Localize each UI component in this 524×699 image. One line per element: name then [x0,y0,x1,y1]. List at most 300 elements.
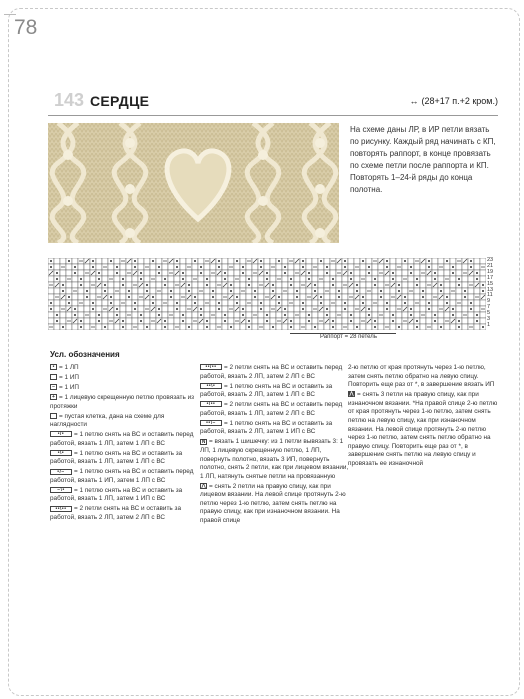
chart-cell [120,312,126,318]
chart-symbol-dot [332,278,334,280]
chart-cell [450,258,456,264]
chart-cell [378,276,384,282]
chart-cell [180,288,186,294]
chart-symbol-dot [164,320,166,322]
chart-cell [228,270,234,276]
chart-cell [330,288,336,294]
chart-symbol-dot [68,260,70,262]
chart-symbol-dot [392,314,394,316]
chart-cell [138,288,144,294]
chart-cell [462,276,468,282]
chart-symbol-dot [260,260,262,262]
chart-symbol-dot [308,320,310,322]
legend-item: – = 1 ИП [50,384,200,393]
chart-symbol-dot [74,272,76,274]
chart-cell [252,282,258,288]
chart-cell [48,276,54,282]
chart-cell [258,312,264,318]
chart-symbol-dot [80,326,82,328]
chart-cell [168,324,174,330]
chart-symbol-dot [428,308,430,310]
chart-cell [468,288,474,294]
chart-symbol-dot [374,278,376,280]
chart-cell [336,264,342,270]
chart-cell [336,318,342,324]
chart-cell [198,294,204,300]
chart-cell [120,288,126,294]
chart-symbol-dot [476,272,478,274]
chart-cell [360,312,366,318]
chart-cell [174,294,180,300]
chart-cell [300,312,306,318]
chart-symbol-dot [284,308,286,310]
row-number: 1 [487,321,491,328]
chart-symbol-dot [350,320,352,322]
chart-cell [408,282,414,288]
chart-cell [54,324,60,330]
chart-cell [390,306,396,312]
row-number: 11 [487,292,493,299]
chart-symbol-dot [434,272,436,274]
chart-cell [66,312,72,318]
chart-symbol-dot [62,290,64,292]
chart-cell [102,276,108,282]
chart-cell [258,318,264,324]
chart-cell [78,288,84,294]
chart-symbol-dot [350,314,352,316]
chart-cell [372,270,378,276]
chart-cell [126,324,132,330]
chart-symbol-dot [320,296,322,298]
chart-cell [180,300,186,306]
chart-cell [120,264,126,270]
chart-cell [132,276,138,282]
chart-symbol-dot [200,266,202,268]
legend-item: 2-ю петлю от края протянуть через 1-ю петлю, затем снять петлю обратно на левую спицу. Повторить еще раз от *, в завершение вязать ИП [348,364,495,389]
chart-cell [300,318,306,324]
chart-cell [102,318,108,324]
chart-cell [114,276,120,282]
chart-symbol-dot [146,326,148,328]
chart-cell [378,324,384,330]
chart-cell [162,294,168,300]
chart-symbol-dot [476,320,478,322]
chart-cell [372,306,378,312]
legend-item: N = вязать 1 шишечку: из 1 петли вывязать 3: 1 ЛП, 1 лицевую скрещенную петлю, 1 ЛП, повернуть полотно, вязать 3 ИП, повернуть полотно, снять 2 петли, как при лицевом вязании, 1 ЛП, натянуть снятые петли на провязанную [200,438,349,480]
chart-cell [420,282,426,288]
chart-cell [78,264,84,270]
chart-symbol-dot [74,314,76,316]
chart-symbol-dot [194,260,196,262]
chart-cell [258,288,264,294]
chart-cell [402,288,408,294]
chart-symbol-dot [242,272,244,274]
chart-symbol-dot [368,314,370,316]
chart-cell [438,270,444,276]
chart-symbol-dot [314,290,316,292]
chart-symbol-dot [110,260,112,262]
chart-cell [210,264,216,270]
chart-cell [402,264,408,270]
chart-cell [84,276,90,282]
chart-cell [186,318,192,324]
row-number: 9 [487,298,491,305]
knitting-photo-illustration [48,123,339,243]
chart-symbol-dot [398,284,400,286]
chart-symbol-dot [362,302,364,304]
chart-symbol-dot [386,308,388,310]
chart-cell [198,276,204,282]
chart-cell [270,276,276,282]
chart-cell [330,270,336,276]
chart-symbol-dot [422,296,424,298]
chart-symbol-dot [248,326,250,328]
chart-cell [408,258,414,264]
chart-row-numbers [487,258,505,329]
chart-symbol-dot [434,314,436,316]
chart-symbol-dot [140,320,142,322]
chart-cell [480,276,486,282]
header-rule [48,115,498,116]
chart-symbol-dot [356,326,358,328]
chart-symbol-dot [152,260,154,262]
chart-symbol-dot [308,272,310,274]
legend-item: •/•• = 2 петли снять на ВС и оставить перед работой, вязать 1 ЛП, затем 2 ЛП с ВС [200,401,343,417]
chart-cell [228,300,234,306]
chart-symbol-dot [248,284,250,286]
chart-cell [348,258,354,264]
chart-cell [96,324,102,330]
chart-cell [300,294,306,300]
chart-cell [294,276,300,282]
chart-cell [408,276,414,282]
chart-cell [348,300,354,306]
chart-cell [396,258,402,264]
pattern-repeat [409,96,498,106]
chart-symbol-dot [200,314,202,316]
chart-cell [318,264,324,270]
chart-cell [480,318,486,324]
chart-symbol-dot [362,260,364,262]
chart-cell [330,306,336,312]
chart-symbol-dot [98,320,100,322]
chart-symbol-dot [302,302,304,304]
chart-symbol-dot [164,284,166,286]
chart-cell [390,288,396,294]
chart-cell [54,258,60,264]
chart-symbol-dot [476,278,478,280]
legend-item: •\• = 1 петлю снять на ВС и оставить за работой, вязать 1 ЛП, затем 1 ЛП с ВС [50,449,183,466]
chart-cell [168,276,174,282]
chart-cell [444,270,450,276]
chart-symbol-dot [188,284,190,286]
chart-symbol-dot [182,278,184,280]
chart-cell [126,282,132,288]
chart-cell [480,300,486,306]
chart-symbol-dot [308,278,310,280]
chart-cell [480,258,486,264]
chart-cell [336,282,342,288]
chart-cell [138,258,144,264]
chart-cell [336,276,342,282]
chart-symbol-dot [410,314,412,316]
chart-cell [198,300,204,306]
chart-cell [288,312,294,318]
chart-cell [330,264,336,270]
chart-symbol-dot [80,278,82,280]
chart-cell [342,294,348,300]
chart-cell [228,318,234,324]
chart-cell [420,306,426,312]
chart-symbol-dot [212,290,214,292]
chart-cell [84,282,90,288]
chart-cell [60,312,66,318]
chart-symbol-dot [320,260,322,262]
chart-cell [318,270,324,276]
chart-symbol-dot [200,272,202,274]
chart-cell [228,312,234,318]
page-edge-tick [4,14,16,15]
chart-cell [276,288,282,294]
chart-symbol-dot [176,308,178,310]
chart-cell [222,324,228,330]
chart-symbol-dot [410,308,412,310]
chart-cell [276,270,282,276]
chart-symbol-dot [158,272,160,274]
chart-cell [354,312,360,318]
chart-cell [150,282,156,288]
chart-cell [276,312,282,318]
chart-cell [180,324,186,330]
chart-cell [378,318,384,324]
chart-symbol-dot [386,302,388,304]
chart-cell [114,324,120,330]
chart-cell [108,264,114,270]
chart-symbol-dot [374,326,376,328]
chart-symbol-icon: ⋀ [201,482,206,489]
chart-symbol-dot [212,296,214,298]
row-number: 3 [487,316,491,323]
chart-cell [102,258,108,264]
chart-cell [252,324,258,330]
chart-cell [288,288,294,294]
chart-cell [54,300,60,306]
chart-cell [300,288,306,294]
chart-symbol-dot [218,302,220,304]
chart-cell [480,312,486,318]
chart-cell [396,276,402,282]
chart-cell [60,300,66,306]
chart-cell [378,306,384,312]
chart-cell [462,318,468,324]
chart-cell [282,300,288,306]
chart-cell [288,306,294,312]
chart-cell [48,318,54,324]
chart-symbol-dot [50,260,52,262]
chart-cell [426,288,432,294]
chart-cell [324,258,330,264]
chart-cell [174,276,180,282]
chart-cell [474,288,480,294]
chart-cell [318,282,324,288]
chart-symbol-dot [98,314,100,316]
chart-symbol-dot [458,284,460,286]
chart-symbol-dot [404,302,406,304]
chart-cell [312,270,318,276]
chart-symbol-dot [242,308,244,310]
chart-cell [468,318,474,324]
chart-symbol-dot [260,308,262,310]
chart-symbol-dot [440,290,442,292]
chart-symbol-dot [158,308,160,310]
chart-cell [414,306,420,312]
chart-symbol-dot [92,302,94,304]
chart-cell [426,312,432,318]
chart-symbol-dot [56,278,58,280]
chart-cell [426,318,432,324]
legend-item: + = 1 лицевую скрещенную петлю провязать из протяжки [50,393,195,410]
row-number: 15 [487,280,494,287]
chart-cell [372,288,378,294]
chart-cell [390,258,396,264]
chart-symbol-dot [302,260,304,262]
chart-symbol-dot [296,290,298,292]
chart-cell [384,276,390,282]
chart-cells [48,258,486,330]
chart-symbol-dot [74,266,76,268]
chart-symbol-dot [62,284,64,286]
chart-symbol-dot [482,326,484,328]
chart-cell [354,318,360,324]
chart-symbol-dot [272,284,274,286]
chart-cell [414,270,420,276]
chart-symbol-dot [278,302,280,304]
chart-cell [234,312,240,318]
chart-symbol-dot [320,302,322,304]
chart-cell [222,288,228,294]
chart-cell [312,312,318,318]
chart-symbol-dot [218,308,220,310]
chart-symbol-dot [464,290,466,292]
chart-symbol-dot [344,308,346,310]
chart-cell [474,264,480,270]
chart-cell [378,264,384,270]
chart-cell [438,312,444,318]
chart-cell [72,300,78,306]
chart-symbol-dot [470,302,472,304]
chart-symbol-dot [50,302,52,304]
chart-cell [156,282,162,288]
chart-cell [240,258,246,264]
chart-symbol-dot [482,284,484,286]
chart-symbol-dot [266,320,268,322]
chart-cell [348,306,354,312]
chart-cell [72,258,78,264]
chart-symbol-icon: ••\•• [50,506,72,512]
chart-cell [450,300,456,306]
chart-cell [210,300,216,306]
chart-symbol-dot [86,290,88,292]
chart-cell [108,288,114,294]
chart-cell [216,318,222,324]
legend-item: •/– = 1 петлю снять на ВС и оставить перед работой, вязать 1 ИП, затем 1 ЛП с ВС [50,468,194,484]
chart-symbol-dot [176,260,178,262]
chart-cell [198,324,204,330]
chart-cell [438,258,444,264]
chart-symbol-dot [188,290,190,292]
chart-cell [198,258,204,264]
chart-cell [84,300,90,306]
chart-symbol-icon: •/– [50,469,72,475]
chart-symbol-dot [308,314,310,316]
chart-symbol-icon: • [50,364,57,370]
chart-symbol-dot [428,266,430,268]
chart-cell [78,270,84,276]
pattern-number: 143 [54,90,85,110]
chart-cell [60,258,66,264]
chart-symbol-dot [326,308,328,310]
chart-cell [48,288,54,294]
chart-symbol-dot [116,266,118,268]
chart-symbol-dot [98,278,100,280]
chart-cell [84,306,90,312]
chart-cell [252,264,258,270]
chart-cell [108,312,114,318]
chart-cell [366,282,372,288]
chart-cell [402,312,408,318]
chart-cell [210,282,216,288]
chart-cell [102,300,108,306]
chart-cell [396,300,402,306]
chart-symbol-dot [98,272,100,274]
chart-cell [84,264,90,270]
chart-symbol-dot [164,278,166,280]
chart-cell [276,282,282,288]
chart-symbol-dot [374,284,376,286]
chart-cell [174,312,180,318]
chart-symbol-dot [50,266,52,268]
chart-cell [402,270,408,276]
chart-cell [72,276,78,282]
chart-cell [456,270,462,276]
chart-cell [96,264,102,270]
chart-symbol-dot [224,272,226,274]
chart-cell [432,324,438,330]
chart-grid [48,258,486,330]
chart-symbol-dot [386,266,388,268]
chart-symbol-dot [326,266,328,268]
chart-symbol-dot [110,296,112,298]
chart-symbol-dot [392,272,394,274]
chart-cell [156,294,162,300]
chart-symbol-dot [230,284,232,286]
chart-cell [366,276,372,282]
chart-symbol-dot [332,284,334,286]
chart-cell [366,300,372,306]
chart-cell [354,300,360,306]
chart-symbol-dot [122,278,124,280]
chart-cell [192,282,198,288]
chart-cell [438,300,444,306]
chart-cell [126,276,132,282]
chart-cell [474,300,480,306]
chart-cell [306,324,312,330]
chart-symbol-icon: ⋀ [349,391,354,398]
chart-cell [306,288,312,294]
chart-symbol-dot [452,266,454,268]
chart-cell [186,312,192,318]
chart-cell [132,312,138,318]
